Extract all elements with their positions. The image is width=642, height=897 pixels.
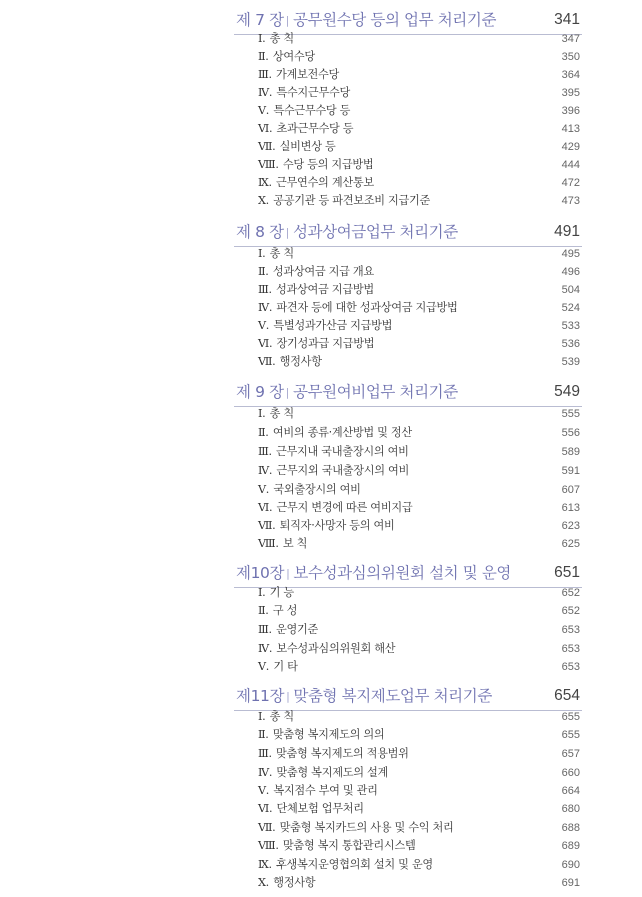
toc-item[interactable]	[234, 481, 582, 499]
item-page: 444	[561, 159, 580, 171]
item-label: 행정사항	[273, 876, 316, 889]
item-page: 495	[561, 248, 580, 260]
item-page: 395	[561, 87, 580, 99]
item-label: 기 타	[273, 660, 298, 673]
toc-item[interactable]	[234, 726, 582, 744]
item-number: Ⅳ.	[258, 642, 273, 655]
toc-item[interactable]	[234, 192, 582, 210]
chapter-page: 654	[554, 687, 580, 704]
item-label: 총 칙	[269, 710, 294, 723]
item-number: Ⅶ.	[258, 821, 276, 834]
chapter-name: 공무원여비업무 처리기준	[292, 383, 458, 401]
item-page: 429	[561, 141, 580, 153]
divider: |	[286, 567, 290, 580]
item-label: 복지점수 부여 및 관리	[273, 784, 378, 797]
toc-item[interactable]	[234, 30, 582, 48]
item-number: Ⅵ.	[258, 337, 273, 350]
chapter-name: 공무원수당 등의 업무 처리기준	[292, 11, 497, 29]
chapter-title	[236, 380, 458, 406]
item-page: 680	[561, 803, 580, 815]
item-page: 652	[561, 605, 580, 617]
item-label: 파견자 등에 대한 성과상여금 지급방법	[276, 301, 458, 314]
item-number: Ⅰ.	[258, 407, 266, 420]
toc-item[interactable]	[234, 48, 582, 66]
toc-item[interactable]	[234, 174, 582, 192]
item-number: Ⅲ.	[258, 68, 272, 81]
chapter-number: 제10장	[236, 564, 285, 582]
item-label: 후생복지운영협의회 설치 및 운영	[276, 858, 433, 871]
toc-item[interactable]	[234, 517, 582, 535]
item-page: 496	[561, 266, 580, 278]
item-label: 총 칙	[269, 247, 294, 260]
item-page: 536	[561, 338, 580, 350]
item-number: Ⅷ.	[258, 537, 279, 550]
item-label: 가계보전수당	[276, 68, 340, 81]
item-label: 특수근무수당 등	[273, 104, 351, 117]
chapter-name: 보수성과심의위원회 설치 및 운영	[293, 564, 511, 582]
item-number: Ⅴ.	[258, 784, 270, 797]
item-label: 성과상여금 지급방법	[276, 283, 374, 296]
chapter-page: 651	[554, 564, 580, 581]
item-number: Ⅲ.	[258, 747, 272, 760]
item-page: 524	[561, 302, 580, 314]
item-page: 473	[561, 195, 580, 207]
item-page: 364	[561, 69, 580, 81]
toc-item[interactable]	[234, 245, 582, 263]
chapter-heading[interactable]	[234, 684, 582, 711]
toc-item[interactable]	[234, 640, 582, 658]
item-label: 특별성과가산금 지급방법	[273, 319, 393, 332]
item-number: Ⅶ.	[258, 355, 276, 368]
item-page: 607	[561, 484, 580, 496]
chapter-name: 맞춤형 복지제도업무 처리기준	[293, 687, 492, 705]
toc-item[interactable]	[234, 102, 582, 120]
item-label: 행정사항	[279, 355, 322, 368]
item-number: Ⅱ.	[258, 728, 269, 741]
toc-item[interactable]	[234, 819, 582, 837]
item-label: 근무지외 국내출장시의 여비	[276, 464, 410, 477]
toc-item[interactable]	[234, 317, 582, 335]
toc-item[interactable]	[234, 856, 582, 874]
item-label: 국외출장시의 여비	[273, 483, 361, 496]
item-number: Ⅴ.	[258, 483, 270, 496]
item-page: 652	[561, 587, 580, 599]
item-page: 657	[561, 748, 580, 760]
toc-item[interactable]	[234, 405, 582, 423]
toc-item[interactable]	[234, 281, 582, 299]
item-number: Ⅶ.	[258, 140, 276, 153]
toc-item[interactable]	[234, 621, 582, 639]
item-page: 623	[561, 520, 580, 532]
chapter-number: 제 9 장	[236, 383, 284, 401]
toc-item[interactable]	[234, 800, 582, 818]
item-number: Ⅳ.	[258, 766, 273, 779]
item-number: Ⅵ.	[258, 122, 273, 135]
item-page: 653	[561, 624, 580, 636]
toc-item[interactable]	[234, 782, 582, 800]
toc-item[interactable]	[234, 708, 582, 726]
toc-item[interactable]	[234, 84, 582, 102]
item-label: 기 능	[269, 586, 294, 599]
item-label: 맞춤형 복지제도의 설계	[276, 766, 388, 779]
item-number: Ⅳ.	[258, 301, 273, 314]
chapter-title	[236, 220, 458, 246]
item-label: 총 칙	[269, 407, 294, 420]
item-number: Ⅲ.	[258, 283, 272, 296]
chapter-title	[236, 684, 492, 710]
item-page: 625	[561, 538, 580, 550]
item-page: 653	[561, 661, 580, 673]
chapter-heading[interactable]	[234, 380, 582, 407]
item-number: Ⅱ.	[258, 50, 269, 63]
item-number: Ⅸ.	[258, 858, 272, 871]
item-page: 688	[561, 822, 580, 834]
item-number: Ⅰ.	[258, 710, 266, 723]
item-number: Ⅳ.	[258, 464, 273, 477]
item-number: Ⅴ.	[258, 104, 270, 117]
item-page: 664	[561, 785, 580, 797]
toc-item[interactable]	[234, 462, 582, 480]
item-label: 근무지내 국내출장시의 여비	[276, 445, 409, 458]
item-number: Ⅶ.	[258, 519, 276, 532]
toc-item[interactable]	[234, 535, 582, 553]
item-number: Ⅵ.	[258, 802, 273, 815]
item-label: 맞춤형 복지제도의 의의	[272, 728, 385, 741]
toc-item[interactable]	[234, 263, 582, 281]
item-label: 성과상여금 지급 개요	[272, 265, 374, 278]
item-label: 맞춤형 복지제도의 적용범위	[276, 747, 409, 760]
item-label: 보 칙	[282, 537, 308, 550]
item-number: Ⅷ.	[258, 839, 279, 852]
item-number: Ⅵ.	[258, 501, 273, 514]
chapter-page: 341	[554, 11, 580, 28]
item-page: 350	[561, 51, 580, 63]
item-number: Ⅱ.	[258, 604, 269, 617]
chapter-page: 491	[554, 223, 580, 240]
chapter-number: 제 7 장	[236, 11, 284, 29]
item-page: 396	[561, 105, 580, 117]
item-page: 655	[561, 729, 580, 741]
toc-item[interactable]	[234, 745, 582, 763]
item-label: 단체보험 업무처리	[276, 802, 364, 815]
item-page: 504	[561, 284, 580, 296]
toc-item[interactable]	[234, 424, 582, 442]
item-label: 보수성과심의위원회 해산	[276, 642, 396, 655]
toc-item[interactable]	[234, 874, 582, 892]
item-number: Ⅹ.	[258, 194, 269, 207]
item-number: Ⅰ.	[258, 247, 266, 260]
chapter-heading[interactable]	[234, 220, 582, 247]
toc-item[interactable]	[234, 658, 582, 676]
toc-item[interactable]	[234, 584, 582, 602]
chapter-page: 549	[554, 383, 580, 400]
item-label: 상여수당	[272, 50, 315, 63]
item-page: 690	[561, 859, 580, 871]
toc-item[interactable]	[234, 443, 582, 461]
toc-item[interactable]	[234, 764, 582, 782]
item-page: 589	[561, 446, 580, 458]
item-label: 퇴직자·사망자 등의 여비	[279, 519, 395, 532]
item-page: 347	[561, 33, 580, 45]
chapter-number: 제 8 장	[236, 223, 284, 241]
toc-item[interactable]	[234, 602, 582, 620]
toc-item[interactable]	[234, 120, 582, 138]
item-label: 실비변상 등	[279, 140, 336, 153]
item-number: Ⅹ.	[258, 876, 269, 889]
toc-item[interactable]	[234, 837, 582, 855]
item-number: Ⅸ.	[258, 176, 272, 189]
divider: |	[285, 386, 289, 399]
item-label: 맞춤형 복지카드의 사용 및 수익 처리	[279, 821, 454, 834]
item-page: 655	[561, 711, 580, 723]
item-label: 운영기준	[276, 623, 319, 636]
toc-item[interactable]	[234, 138, 582, 156]
item-number: Ⅴ.	[258, 319, 270, 332]
item-number: Ⅰ.	[258, 586, 266, 599]
item-page: 660	[561, 767, 580, 779]
item-page: 533	[561, 320, 580, 332]
item-page: 555	[561, 408, 580, 420]
item-number: Ⅳ.	[258, 86, 273, 99]
item-label: 특수지근무수당	[276, 86, 350, 99]
item-page: 591	[561, 465, 580, 477]
toc-item[interactable]	[234, 353, 582, 371]
divider: |	[285, 226, 289, 239]
item-label: 구 성	[272, 604, 298, 617]
toc-item[interactable]	[234, 335, 582, 353]
item-label: 근무연수의 계산통보	[276, 176, 374, 189]
item-page: 691	[561, 877, 580, 889]
item-number: Ⅱ.	[258, 426, 269, 439]
item-page: 539	[561, 356, 580, 368]
divider: |	[285, 14, 289, 27]
item-label: 장기성과급 지급방법	[276, 337, 375, 350]
toc-item[interactable]	[234, 156, 582, 174]
item-page: 556	[561, 427, 580, 439]
item-label: 공공기관 등 파견보조비 지급기준	[273, 194, 431, 207]
item-page: 613	[561, 502, 580, 514]
toc-item[interactable]	[234, 499, 582, 517]
item-page: 472	[561, 177, 580, 189]
item-number: Ⅱ.	[258, 265, 269, 278]
item-number: Ⅲ.	[258, 445, 272, 458]
item-page: 653	[561, 643, 580, 655]
item-number: Ⅰ.	[258, 32, 266, 45]
item-label: 여비의 종류·계산방법 및 정산	[272, 426, 412, 439]
chapter-name: 성과상여금업무 처리기준	[292, 223, 458, 241]
toc-item[interactable]	[234, 299, 582, 317]
item-label: 근무지 변경에 따른 여비지급	[276, 501, 413, 514]
item-page: 689	[561, 840, 580, 852]
item-label: 초과근무수당 등	[276, 122, 354, 135]
item-label: 총 칙	[269, 32, 294, 45]
item-page: 413	[561, 123, 580, 135]
item-number: Ⅲ.	[258, 623, 272, 636]
item-label: 맞춤형 복지 통합관리시스템	[282, 839, 416, 852]
item-label: 수당 등의 지급방법	[282, 158, 374, 171]
divider: |	[286, 690, 290, 703]
toc-item[interactable]	[234, 66, 582, 84]
chapter-number: 제11장	[236, 687, 285, 705]
item-number: Ⅷ.	[258, 158, 279, 171]
item-number: Ⅴ.	[258, 660, 270, 673]
